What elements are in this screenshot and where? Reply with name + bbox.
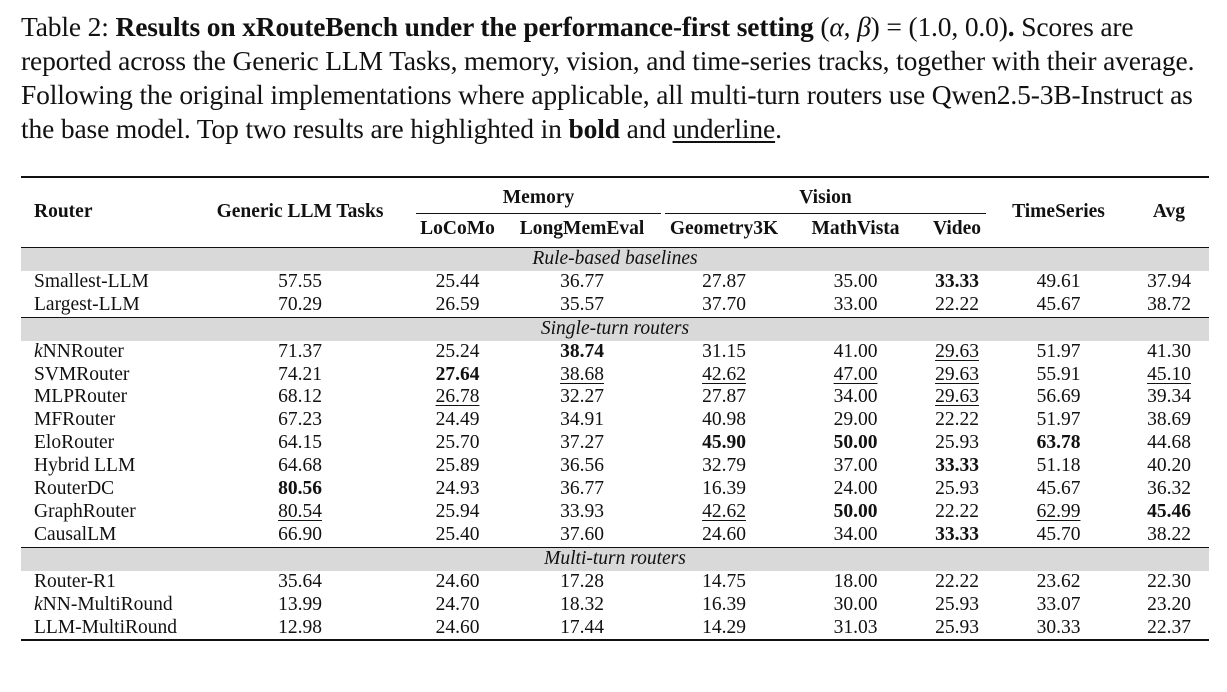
score-value: 27.87 [702,386,746,408]
score-value: 16.39 [702,478,746,500]
router-name-rest: NNRouter [42,340,124,362]
caption-math-params: (α, β) = (1.0, 0.0) [820,11,1008,42]
score-value: 80.56 [278,478,322,500]
score-value: 62.99 [1036,500,1081,522]
score-value: 63.78 [1036,432,1081,454]
score-cell [926,617,988,641]
score-cell [663,294,785,317]
score-cell [926,524,988,547]
score-cell [1129,455,1209,478]
score-cell [1129,341,1209,364]
score-cell [1129,478,1209,501]
score-value: 37.60 [560,523,604,545]
score-cell [926,455,988,478]
score-cell [988,594,1129,617]
score-value: 25.70 [435,432,480,454]
score-cell [1129,432,1209,455]
router-name: Largest-LLM [34,293,140,315]
score-cell [988,455,1129,478]
score-cell [501,501,663,524]
score-cell [414,501,501,524]
score-value: 32.79 [702,455,746,477]
score-value: 38.22 [1147,523,1191,545]
header-avg: Avg [1129,177,1209,248]
score-cell [1129,386,1209,409]
score-cell [414,478,501,501]
table-row [21,617,1209,641]
score-cell [663,271,785,294]
caption-end: . [775,113,782,144]
score-value: 40.98 [702,409,746,431]
score-cell [501,364,663,387]
score-cell [926,478,988,501]
score-cell [186,432,414,455]
score-cell [785,594,926,617]
score-cell [988,364,1129,387]
score-value: 66.90 [278,523,322,545]
router-name: MFRouter [34,409,116,431]
router-name: SVMRouter [34,363,130,385]
table-row [21,294,1209,317]
score-value: 37.70 [702,293,746,315]
score-cell [926,501,988,524]
score-value: 42.62 [702,363,746,385]
score-cell [785,432,926,455]
score-cell [501,409,663,432]
score-value: 45.46 [1147,500,1191,522]
score-cell [1129,294,1209,317]
score-value: 24.93 [435,478,480,500]
table-row [21,364,1209,387]
table-row [21,594,1209,617]
score-cell [501,271,663,294]
score-value: 31.15 [702,340,746,362]
score-cell [988,386,1129,409]
score-value: 25.94 [435,500,480,522]
score-cell [501,478,663,501]
router-name: Smallest-LLM [34,270,149,292]
score-cell [988,501,1129,524]
score-cell [663,594,785,617]
score-value: 22.22 [935,409,979,431]
score-value: 42.62 [702,500,746,522]
router-name: Hybrid LLM [34,455,136,477]
score-cell [1129,617,1209,641]
score-value: 16.39 [702,593,746,615]
score-value: 38.74 [560,340,604,362]
score-cell [186,294,414,317]
caption-and-word: and [619,113,673,144]
score-value: 22.30 [1147,570,1191,592]
score-cell [663,478,785,501]
score-cell [186,341,414,364]
score-value: 30.33 [1036,616,1081,638]
score-cell [785,571,926,594]
score-value: 38.72 [1147,293,1191,315]
score-value: 35.00 [833,270,878,292]
score-value: 57.55 [278,270,322,292]
score-value: 22.22 [935,500,979,522]
score-cell [988,341,1129,364]
score-value: 45.10 [1147,363,1191,385]
score-cell [785,364,926,387]
score-value: 33.33 [935,270,979,292]
score-cell [414,432,501,455]
section-title: Multi-turn routers [21,547,1209,570]
score-value: 36.77 [560,478,604,500]
score-cell [186,386,414,409]
score-value: 29.00 [833,409,878,431]
score-cell [501,455,663,478]
score-cell [1129,409,1209,432]
score-cell [186,271,414,294]
score-value: 22.22 [935,570,979,592]
score-cell [1129,594,1209,617]
score-cell [501,294,663,317]
score-value: 29.63 [935,363,979,385]
score-value: 51.97 [1036,340,1081,362]
score-value: 56.69 [1036,386,1081,408]
score-value: 33.07 [1036,593,1081,615]
score-cell [988,294,1129,317]
score-value: 51.18 [1036,455,1081,477]
table-caption [21,10,1211,146]
score-value: 45.67 [1036,293,1081,315]
router-name: MLPRouter [34,386,128,408]
score-value: 17.28 [560,570,604,592]
score-cell [785,617,926,641]
score-value: 27.64 [435,363,480,385]
score-value: 33.93 [560,500,604,522]
score-cell [186,571,414,594]
header-geometry3k: Geometry3K [663,216,785,247]
score-cell [663,455,785,478]
score-value: 25.40 [435,523,480,545]
score-cell [1129,571,1209,594]
score-cell [1129,501,1209,524]
score-cell [414,455,501,478]
score-value: 26.78 [435,386,480,408]
score-value: 38.68 [560,363,604,385]
score-value: 34.00 [833,523,878,545]
score-value: 25.24 [435,340,480,362]
score-cell [186,501,414,524]
score-value: 25.93 [935,593,979,615]
score-value: 17.44 [560,616,604,638]
header-video: Video [926,216,988,247]
caption-bold-title: Results on xRouteBench under the performance-first setting [115,11,814,42]
router-name-k: k [34,593,43,615]
score-value: 55.91 [1036,363,1081,385]
score-value: 51.97 [1036,409,1081,431]
score-value: 35.57 [560,293,604,315]
header-longmemeval: LongMemEval [501,216,663,247]
score-cell [988,432,1129,455]
table-row [21,386,1209,409]
score-value: 22.22 [935,293,979,315]
score-value: 13.99 [278,593,322,615]
score-cell [186,478,414,501]
score-cell [926,409,988,432]
score-cell [785,455,926,478]
section-header-row [21,547,1209,570]
score-cell [186,364,414,387]
score-cell [414,571,501,594]
score-value: 27.87 [702,270,746,292]
header-generic: Generic LLM Tasks [186,177,414,248]
score-cell [501,617,663,641]
router-name: RouterDC [34,478,115,500]
score-value: 25.44 [435,270,480,292]
header-vision: Vision [663,177,988,216]
section-header-row [21,317,1209,340]
score-value: 29.63 [935,340,979,362]
table-row [21,501,1209,524]
table-body [21,248,1209,641]
score-cell [988,409,1129,432]
table-row [21,478,1209,501]
score-value: 64.68 [278,455,322,477]
score-value: 33.33 [935,455,979,477]
score-value: 24.60 [435,570,480,592]
score-cell [926,341,988,364]
score-cell [414,594,501,617]
score-value: 12.98 [278,616,322,638]
score-cell [501,432,663,455]
score-value: 25.93 [935,432,979,454]
score-value: 49.61 [1036,270,1081,292]
score-cell [988,571,1129,594]
score-value: 41.00 [833,340,878,362]
score-value: 45.90 [702,432,746,454]
score-cell [785,386,926,409]
score-value: 80.54 [278,500,322,522]
score-value: 40.20 [1147,455,1191,477]
header-memory: Memory [414,177,663,216]
score-cell [414,294,501,317]
score-value: 23.20 [1147,593,1191,615]
score-value: 29.63 [935,386,979,408]
score-value: 24.00 [833,478,878,500]
router-name: Router-R1 [34,570,116,592]
score-cell [414,341,501,364]
score-cell [785,271,926,294]
caption-body: Scores are reported across the Generic LLM Tasks, memory, vision, and time-series tracks, together with their average. Following the original implementations where applicable, all multi-turn routers use Qwen2.5-3B-Instruct as the base model. Top two results are highlighted in [21,11,1195,144]
score-value: 25.89 [435,455,480,477]
score-cell [186,524,414,547]
router-name: LLM-MultiRound [34,616,178,638]
score-cell [501,341,663,364]
router-name: GraphRouter [34,500,136,522]
score-value: 26.59 [435,293,480,315]
score-value: 18.00 [833,570,878,592]
table-row [21,409,1209,432]
score-value: 33.33 [935,523,979,545]
score-value: 68.12 [278,386,322,408]
caption-underline-word: underline [672,113,776,144]
score-cell [1129,271,1209,294]
score-value: 67.23 [278,409,322,431]
score-value: 24.49 [435,409,480,431]
score-cell [988,478,1129,501]
score-value: 24.70 [435,593,480,615]
score-value: 50.00 [833,500,878,522]
score-value: 44.68 [1147,432,1191,454]
score-cell [785,341,926,364]
score-cell [988,617,1129,641]
score-cell [785,478,926,501]
score-cell [186,617,414,641]
score-value: 70.29 [278,293,322,315]
router-name-rest: NN-MultiRound [42,593,173,615]
score-cell [785,501,926,524]
score-value: 24.60 [702,523,746,545]
score-value: 39.34 [1147,386,1191,408]
score-value: 47.00 [833,363,878,385]
caption-label: Table 2: [21,11,109,42]
table-row [21,524,1209,547]
score-cell [663,432,785,455]
table-row [21,341,1209,364]
score-cell [663,501,785,524]
score-value: 23.62 [1036,570,1081,592]
score-cell [414,364,501,387]
score-cell [414,617,501,641]
score-value: 36.32 [1147,478,1191,500]
score-value: 37.00 [833,455,878,477]
table-row [21,271,1209,294]
score-cell [926,571,988,594]
score-value: 25.93 [935,478,979,500]
router-name: EloRouter [34,432,115,454]
score-cell [785,294,926,317]
score-value: 35.64 [278,570,322,592]
score-value: 37.27 [560,432,604,454]
score-cell [186,455,414,478]
score-value: 36.56 [560,455,604,477]
score-cell [1129,364,1209,387]
table-row [21,455,1209,478]
score-value: 34.00 [833,386,878,408]
score-cell [988,271,1129,294]
score-value: 24.60 [435,616,480,638]
router-name [21,341,186,364]
score-cell [414,271,501,294]
score-value: 45.67 [1036,478,1081,500]
score-value: 33.00 [833,293,878,315]
score-cell [785,524,926,547]
score-value: 64.15 [278,432,322,454]
table-row [21,571,1209,594]
router-name [21,594,186,617]
section-header-row [21,248,1209,271]
score-cell [663,617,785,641]
score-cell [663,364,785,387]
score-cell [926,386,988,409]
score-cell [926,594,988,617]
score-cell [926,432,988,455]
score-value: 50.00 [833,432,878,454]
score-value: 18.32 [560,593,604,615]
results-table [21,176,1209,641]
score-value: 31.03 [833,616,878,638]
score-cell [501,594,663,617]
score-cell [186,409,414,432]
router-name-k: k [34,340,43,362]
score-cell [414,524,501,547]
score-cell [785,409,926,432]
score-value: 22.37 [1147,616,1191,638]
score-cell [663,524,785,547]
score-value: 14.75 [702,570,746,592]
header-mathvista: MathVista [785,216,926,247]
score-value: 14.29 [702,616,746,638]
score-cell [186,594,414,617]
score-value: 36.77 [560,270,604,292]
section-title: Single-turn routers [21,317,1209,340]
caption-bold-word: bold [568,113,620,144]
score-cell [414,386,501,409]
score-cell [926,294,988,317]
score-value: 71.37 [278,340,322,362]
score-cell [663,571,785,594]
caption-bold-period: . [1007,11,1015,42]
table-row [21,432,1209,455]
score-cell [501,386,663,409]
header-router: Router [21,177,186,248]
section-title: Rule-based baselines [21,248,1209,271]
score-cell [926,271,988,294]
score-cell [926,364,988,387]
score-cell [988,524,1129,547]
score-cell [501,571,663,594]
header-locomo: LoCoMo [414,216,501,247]
header-timeseries: TimeSeries [988,177,1129,248]
score-value: 34.91 [560,409,604,431]
score-value: 37.94 [1147,270,1191,292]
router-name: CausalLM [34,523,117,545]
header-row-1 [21,177,1209,216]
score-cell [663,341,785,364]
score-value: 74.21 [278,363,322,385]
score-cell [414,409,501,432]
score-value: 32.27 [560,386,604,408]
score-cell [663,409,785,432]
score-value: 45.70 [1036,523,1081,545]
score-value: 30.00 [833,593,878,615]
score-value: 38.69 [1147,409,1191,431]
score-value: 25.93 [935,616,979,638]
score-cell [663,386,785,409]
score-cell [501,524,663,547]
score-value: 41.30 [1147,340,1191,362]
score-cell [1129,524,1209,547]
